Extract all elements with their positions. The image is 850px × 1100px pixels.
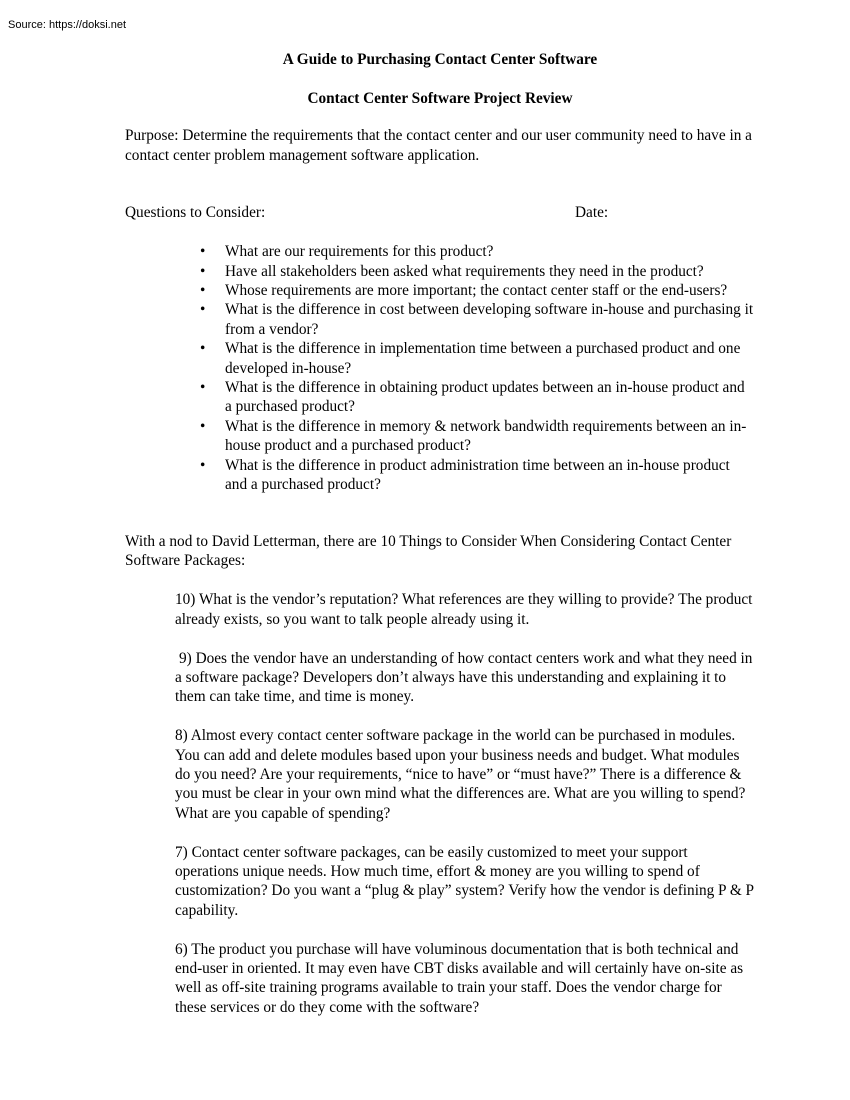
question-text: What is the difference in cost between developing software in-house and purchasing it from a vendor? — [225, 301, 754, 338]
bullet-icon: • — [200, 282, 206, 300]
question-text: What are our requirements for this product? — [225, 243, 494, 261]
bullet-icon: • — [200, 262, 206, 280]
bullet-icon: • — [200, 301, 206, 319]
list-item — [200, 456, 755, 495]
questions-header-row — [125, 203, 755, 222]
thing-item-8: 8) Almost every contact center software package in the world can be purchased in modules. You can add and delete modules based upon your business needs and budget. What modules do you need? Are your requirements, “nice to have” or “must have?” There is a difference & you must be clear in your own mind what the differences are. What are you willing to spend? What are you capable of spending? — [175, 727, 746, 822]
list-item — [200, 417, 755, 456]
questions-label: Questions to Consider: — [125, 204, 266, 222]
document-subtitle: Contact Center Software Project Review — [307, 90, 573, 107]
bullet-icon: • — [200, 243, 206, 261]
thing-item-10: 10) What is the vendor’s reputation? What references are they willing to provide? The product already exists, so you want to talk people already using it. — [175, 591, 753, 628]
things-list — [175, 590, 755, 1017]
purpose-paragraph: Purpose: Determine the requirements that the contact center and our user community need to have in a contact center problem management software application. — [125, 127, 752, 164]
question-text: What is the difference in obtaining product updates between an in-house product and a purchased product? — [225, 379, 745, 416]
question-text: What is the difference in memory & network bandwidth requirements between an in-house product and a purchased product? — [225, 417, 747, 455]
list-item — [200, 339, 755, 378]
thing-item-7: 7) Contact center software packages, can be easily customized to meet your support operations unique needs. How much time, effort & money are you willing to spend of customization? Do you want a “plug & play” system? Verify how the vendor is defining P & P capability. — [175, 843, 754, 919]
bullet-icon: • — [200, 340, 206, 358]
thing-item-6: 6) The product you purchase will have voluminous documentation that is both technical and end-user in oriented. It may even have CBT disks available and will certainly have on-site as well as off-site training programs available to train your staff. Does the vendor charge for these services or do they come with the software? — [175, 940, 744, 1016]
source-note: Source: https://doksi.net — [8, 19, 127, 31]
list-item — [200, 378, 755, 417]
list-item — [200, 300, 755, 339]
date-label: Date: — [575, 204, 609, 222]
thing-item-9: 9) Does the vendor have an understanding of how contact centers work and what they need in a software package? Developers don’t always have this understanding and explaining it to them can take time, and time is money. — [175, 649, 753, 706]
questions-list — [125, 242, 755, 494]
document-page — [125, 50, 755, 1037]
bullet-icon: • — [200, 456, 206, 474]
intro-paragraph: With a nod to David Letterman, there are 10 Things to Consider When Considering Contact Center Software Packages: — [125, 532, 732, 569]
list-item — [200, 242, 755, 261]
question-text: Have all stakeholders been asked what requirements they need in the product? — [225, 262, 704, 280]
list-item — [200, 281, 755, 300]
question-text: Whose requirements are more important; the contact center staff or the end-users? — [225, 282, 728, 300]
question-text: What is the difference in product administration time between an in-house product and a purchased product? — [225, 456, 730, 494]
list-item — [200, 262, 755, 281]
document-title: A Guide to Purchasing Contact Center Software — [282, 51, 598, 68]
bullet-icon: • — [200, 417, 206, 435]
bullet-icon: • — [200, 379, 206, 397]
question-text: What is the difference in implementation time between a purchased product and one developed in-house? — [225, 340, 741, 377]
